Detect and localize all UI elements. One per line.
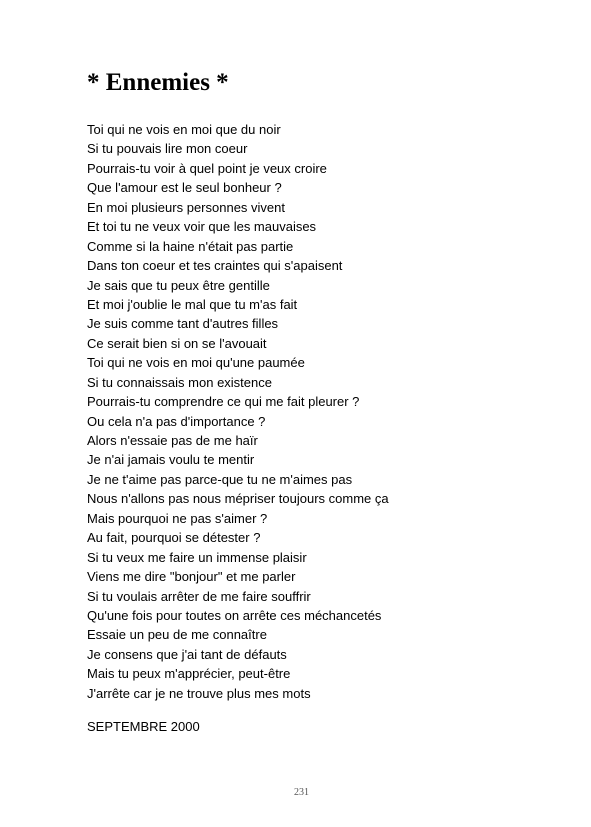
poem-line: Qu'une fois pour toutes on arrête ces méchancetés <box>87 607 382 623</box>
poem-line: Viens me dire "bonjour" et me parler <box>87 569 296 585</box>
poem-line: En moi plusieurs personnes vivent <box>87 199 285 215</box>
poem-line: Toi qui ne vois en moi que du noir <box>87 122 281 137</box>
poem-title: * Ennemies * <box>87 69 229 96</box>
poem-line: Mais pourquoi ne pas s'aimer ? <box>87 510 268 526</box>
poem-line: Si tu veux me faire un immense plaisir <box>87 549 307 565</box>
poem-line: Je sais que tu peux être gentille <box>87 277 270 293</box>
poem-line: Je consens que j'ai tant de défauts <box>87 646 287 662</box>
poem-line: Que l'amour est le seul bonheur ? <box>87 180 282 196</box>
poem-line: Si tu voulais arrêter de me faire souffrir <box>87 588 311 604</box>
poem-line: J'arrête car je ne trouve plus mes mots <box>87 685 311 701</box>
page-number: 231 <box>294 787 309 798</box>
poem-line: Dans ton coeur et tes craintes qui s'apaisent <box>87 258 343 274</box>
poem-line: Comme si la haine n'était pas partie <box>87 238 294 254</box>
poem-line: Si tu connaissais mon existence <box>87 374 272 390</box>
poem-line: Mais tu peux m'apprécier, peut-être <box>87 666 291 682</box>
poem-line: Pourrais-tu comprendre ce qui me fait pleurer ? <box>87 394 360 410</box>
poem-line: Ou cela n'a pas d'importance ? <box>87 413 266 429</box>
poem-line: Je ne t'aime pas parce-que tu ne m'aimes pas <box>87 471 353 487</box>
poem-line: Nous n'allons pas nous mépriser toujours comme ça <box>87 491 389 507</box>
poem-line: Et toi tu ne veux voir que les mauvaises <box>87 219 317 235</box>
poem-line: Essaie un peu de me connaître <box>87 627 267 643</box>
poem-line: Et moi j'oublie le mal que tu m'as fait <box>87 296 298 312</box>
poem-date: SEPTEMBRE 2000 <box>87 719 200 734</box>
poem-line: Ce serait bien si on se l'avouait <box>87 335 267 351</box>
poem-line: Alors n'essaie pas de me haïr <box>87 433 258 448</box>
poem-line: Je n'ai jamais voulu te mentir <box>87 452 255 468</box>
poem-line: Si tu pouvais lire mon coeur <box>87 141 248 157</box>
poem-line: Pourrais-tu voir à quel point je veux croire <box>87 160 327 176</box>
poem-line: Je suis comme tant d'autres filles <box>87 316 279 332</box>
poem-line: Toi qui ne vois en moi qu'une paumée <box>87 355 305 371</box>
poem-line: Au fait, pourquoi se détester ? <box>87 530 261 546</box>
poem-body <box>87 120 389 703</box>
